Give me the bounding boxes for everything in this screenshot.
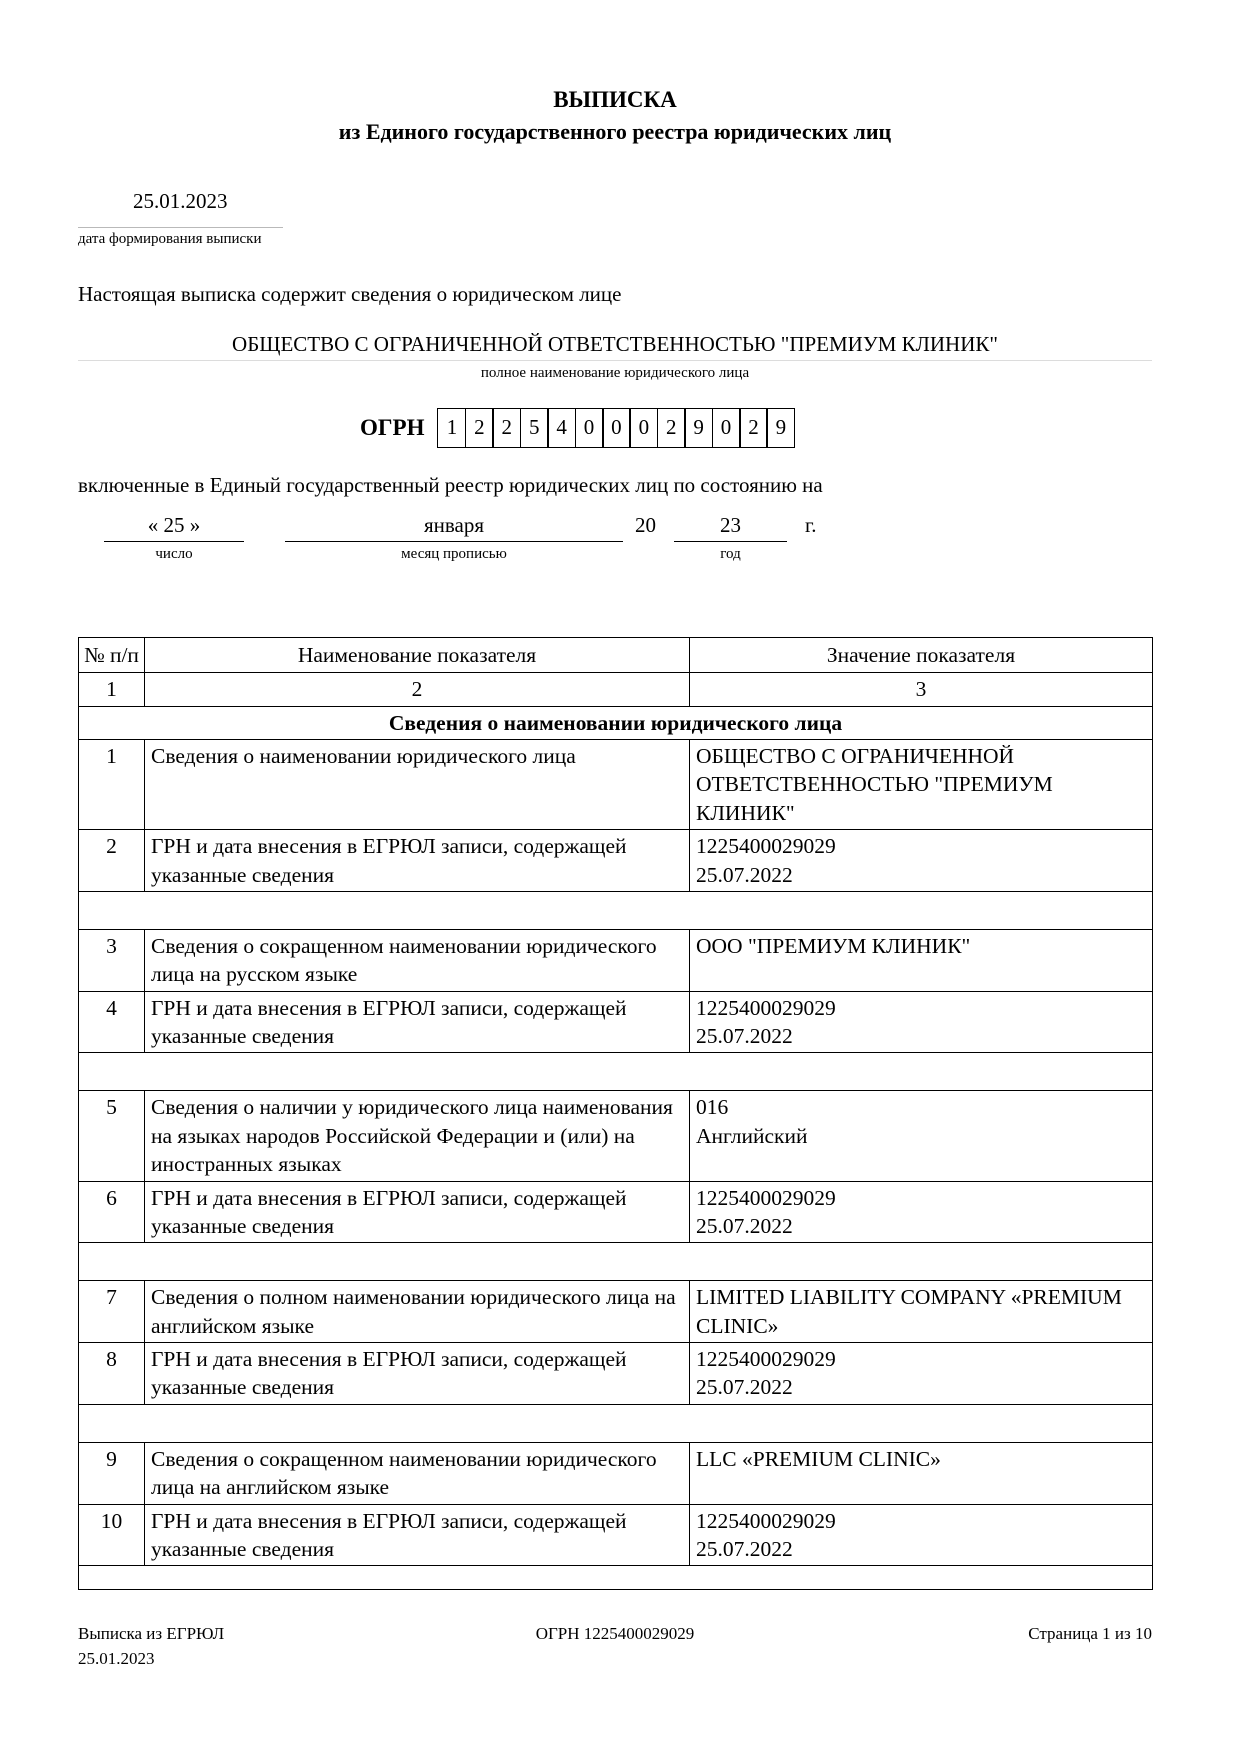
table-row — [79, 1504, 1153, 1566]
ogrn-digit-box: 1 — [437, 408, 466, 448]
year-label: год — [720, 545, 741, 562]
table-row — [79, 830, 1153, 892]
indicator-value-cell — [690, 1442, 1153, 1504]
row-number-cell: 4 — [79, 991, 145, 1053]
indicator-value-line: 1225400029029 — [696, 1185, 836, 1210]
column-number-cell: 3 — [690, 673, 1153, 706]
footer-doc-type: Выписка из ЕГРЮЛ — [78, 1624, 225, 1644]
ogrn-digit-box: 0 — [629, 408, 658, 448]
indicator-value-cell — [690, 1504, 1153, 1566]
indicator-value-cell — [690, 740, 1153, 830]
ogrn-digit-box: 5 — [520, 408, 549, 448]
spacer-cell — [79, 1566, 1153, 1590]
row-number-cell: 9 — [79, 1442, 145, 1504]
day-field — [104, 513, 244, 563]
indicator-value-line: ОБЩЕСТВО С ОГРАНИЧЕННОЙ ОТВЕТСТВЕННОСТЬЮ "ПРЕМИУМ КЛИНИК" — [696, 744, 1053, 825]
ogrn-block — [360, 408, 1152, 448]
year-field — [674, 513, 787, 563]
header-cell-indicator-name: Наименование показателя — [145, 637, 690, 672]
row-number-cell: 6 — [79, 1181, 145, 1243]
indicator-name-cell: Сведения о наименовании юридического лица — [145, 740, 690, 830]
ogrn-digit-box: 4 — [547, 408, 576, 448]
intro-text: Настоящая выписка содержит сведения о юридическом лице — [78, 281, 622, 306]
year-value: 23 — [674, 513, 787, 542]
month-value: января — [285, 513, 623, 542]
ogrn-digit-box: 2 — [492, 408, 521, 448]
month-field — [285, 513, 623, 563]
spacer-row — [79, 891, 1153, 929]
indicator-name-cell: Сведения о наличии у юридического лица наименования на языках народов Российской Федерации и (или) на иностранных языках — [145, 1091, 690, 1181]
footer-page-number: Страница 1 из 10 — [1028, 1624, 1152, 1644]
egrul-table-body — [79, 637, 1153, 1589]
footer-left — [78, 1622, 536, 1671]
indicator-value-line: Английский — [696, 1123, 808, 1148]
indicator-value-cell — [690, 1091, 1153, 1181]
indicator-name-cell: ГРН и дата внесения в ЕГРЮЛ записи, содержащей указанные сведения — [145, 830, 690, 892]
ogrn-digit-box: 2 — [739, 408, 768, 448]
formation-date-block — [78, 189, 1152, 248]
indicator-name-cell: Сведения о сокращенном наименовании юридического лица на английском языке — [145, 1442, 690, 1504]
column-numbers-row — [79, 673, 1153, 706]
table-row — [79, 1281, 1153, 1343]
included-line: включенные в Единый государственный реестр юридических лиц по состоянию на — [78, 472, 823, 497]
ogrn-digit-box: 2 — [465, 408, 494, 448]
company-name-block — [78, 332, 1152, 382]
indicator-value-line: ООО "ПРЕМИУМ КЛИНИК" — [696, 933, 971, 958]
indicator-value-line: 1225400029029 — [696, 834, 836, 859]
row-number-cell: 3 — [79, 929, 145, 991]
ogrn-digit-box: 2 — [657, 408, 686, 448]
row-number-cell: 10 — [79, 1504, 145, 1566]
indicator-value-line: 25.07.2022 — [696, 1024, 793, 1049]
ogrn-digit-box: 0 — [575, 408, 604, 448]
row-number-cell: 8 — [79, 1343, 145, 1405]
document-subtitle: из Единого государственного реестра юридических лиц — [338, 118, 892, 144]
spacer-row — [79, 1566, 1153, 1590]
spacer-cell — [79, 1243, 1153, 1281]
section-title: Сведения о наименовании юридического лица — [79, 706, 1153, 739]
table-header-row — [79, 637, 1153, 672]
table-row — [79, 1181, 1153, 1243]
indicator-name-cell: ГРН и дата внесения в ЕГРЮЛ записи, содержащей указанные сведения — [145, 991, 690, 1053]
indicator-value-line: LIMITED LIABILITY COMPANY «PREMIUM CLINIC» — [696, 1285, 1122, 1338]
indicator-value-line: 25.07.2022 — [696, 1536, 793, 1561]
indicator-value-cell — [690, 830, 1153, 892]
indicator-value-line: 25.07.2022 — [696, 862, 793, 887]
indicator-value-cell — [690, 929, 1153, 991]
header-cell-number: № п/п — [79, 637, 145, 672]
month-label: месяц прописью — [401, 545, 507, 562]
table-row — [79, 1442, 1153, 1504]
table-row — [79, 991, 1153, 1053]
indicator-value-line: 1225400029029 — [696, 1508, 836, 1533]
indicator-name-cell: Сведения о полном наименовании юридического лица на английском языке — [145, 1281, 690, 1343]
year-suffix: г. — [805, 512, 817, 537]
table-row — [79, 1091, 1153, 1181]
ogrn-digit-box: 9 — [684, 408, 713, 448]
formation-date-label: дата формирования выписки — [78, 230, 262, 247]
header-cell-indicator-value: Значение показателя — [690, 637, 1153, 672]
company-name-rule — [78, 360, 1152, 361]
table-row — [79, 740, 1153, 830]
indicator-name-cell: ГРН и дата внесения в ЕГРЮЛ записи, содержащей указанные сведения — [145, 1504, 690, 1566]
indicator-value-line: 1225400029029 — [696, 1347, 836, 1372]
company-name-label: полное наименование юридического лица — [480, 364, 750, 381]
document-title: ВЫПИСКА — [553, 87, 677, 112]
indicator-value-cell — [690, 991, 1153, 1053]
section-title-row — [79, 706, 1153, 739]
indicator-value-line: 016 — [696, 1095, 729, 1120]
column-number-cell: 2 — [145, 673, 690, 706]
table-row — [79, 1343, 1153, 1405]
indicator-name-cell: ГРН и дата внесения в ЕГРЮЛ записи, содержащей указанные сведения — [145, 1343, 690, 1405]
spacer-cell — [79, 1404, 1153, 1442]
spacer-cell — [79, 1053, 1153, 1091]
ogrn-digit-box: 0 — [602, 408, 631, 448]
indicator-value-cell — [690, 1281, 1153, 1343]
indicator-name-cell: ГРН и дата внесения в ЕГРЮЛ записи, содержащей указанные сведения — [145, 1181, 690, 1243]
as-of-date-line — [78, 513, 1152, 563]
spacer-cell — [79, 891, 1153, 929]
footer-ogrn: ОГРН 1225400029029 — [535, 1624, 695, 1644]
ogrn-digit-boxes — [437, 408, 795, 448]
row-number-cell: 2 — [79, 830, 145, 892]
indicator-value-line: 1225400029029 — [696, 995, 836, 1020]
indicator-value-cell — [690, 1343, 1153, 1405]
day-label: число — [155, 545, 193, 562]
row-number-cell: 1 — [79, 740, 145, 830]
row-number-cell: 7 — [79, 1281, 145, 1343]
company-full-name: ОБЩЕСТВО С ОГРАНИЧЕННОЙ ОТВЕТСТВЕННОСТЬЮ "ПРЕМИУМ КЛИНИК" — [232, 331, 998, 356]
ogrn-digit-box: 9 — [766, 408, 795, 448]
row-number-cell: 5 — [79, 1091, 145, 1181]
indicator-value-line: 25.07.2022 — [696, 1213, 793, 1238]
spacer-row — [79, 1053, 1153, 1091]
year-century: 20 — [635, 512, 656, 537]
ogrn-digit-box: 0 — [712, 408, 741, 448]
footer-doc-date: 25.01.2023 — [78, 1649, 155, 1668]
indicator-value-line: 25.07.2022 — [696, 1375, 793, 1400]
page-footer — [78, 1622, 1152, 1671]
spacer-row — [79, 1404, 1153, 1442]
table-row — [79, 929, 1153, 991]
indicator-value-line: LLC «PREMIUM CLINIC» — [696, 1446, 941, 1471]
indicator-name-cell: Сведения о сокращенном наименовании юридического лица на русском языке — [145, 929, 690, 991]
egrul-table — [78, 637, 1153, 1590]
formation-date-rule — [78, 227, 283, 228]
indicator-value-cell — [690, 1181, 1153, 1243]
formation-date: 25.01.2023 — [133, 188, 228, 213]
day-value: « 25 » — [104, 513, 244, 542]
ogrn-label: ОГРН — [360, 414, 425, 440]
column-number-cell: 1 — [79, 673, 145, 706]
spacer-row — [79, 1243, 1153, 1281]
